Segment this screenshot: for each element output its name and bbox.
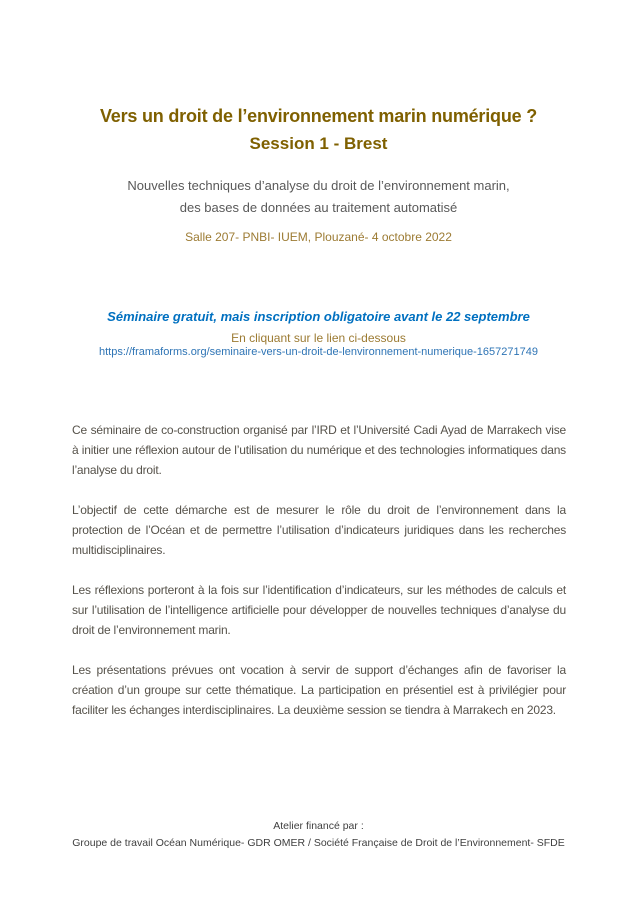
- seminar-subtitle-line2: des bases de données au traitement automatisé: [179, 200, 458, 215]
- paragraph-1: Ce séminaire de co-construction organisé par l’IRD et l’Université Cadi Ayad de Marrakech vise à initier une réflexion autour de l’utilisation du numérique et des technologies informatiques dans l’analyse du droit.: [72, 423, 566, 477]
- paragraph-4: Les présentations prévues ont vocation à servir de support d’échanges afin de favoriser la création d’un groupe sur cette thématique. La participation en présentiel est à privilégier pour faciliter les échanges interdisciplinaires. La deuxième session se tiendra à Marrakech en 2023.: [72, 663, 566, 717]
- registration-link-row: [0, 346, 637, 358]
- session-subtitle: Session 1 - Brest: [249, 134, 388, 153]
- venue-date: Salle 207- PNBI- IUEM, Plouzané- 4 octobre 2022: [185, 230, 452, 244]
- registration-link[interactable]: https://framaforms.org/seminaire-vers-un-droit-de-lenvironnement-numerique-1657271749: [99, 346, 538, 358]
- paragraph-3: Les réflexions porteront à la fois sur l’identification d’indicateurs, sur les méthodes de calculs et sur l’utilisation de l’intelligence artificielle pour développer de nouvelles techniques d’analyse du droit de l’environnement marin.: [72, 583, 566, 637]
- registration-notice: Séminaire gratuit, mais inscription obligatoire avant le 22 septembre: [107, 309, 530, 324]
- page-title: Vers un droit de l’environnement marin numérique ?: [99, 106, 538, 126]
- body-text: [72, 420, 566, 740]
- funding-label: Atelier financé par :: [273, 820, 364, 832]
- paragraph-2: L’objectif de cette démarche est de mesurer le rôle du droit de l’environnement dans la protection de l’Océan et de permettre l’utilisation d’indicateurs juridiques dans les recherches multidisciplinaires.: [72, 503, 566, 557]
- registration-instruction: En cliquant sur le lien ci-dessous: [231, 331, 406, 345]
- funding-organizations: Groupe de travail Océan Numérique- GDR OMER / Société Française de Droit de l’Environnement- SFDE: [72, 837, 565, 849]
- seminar-subtitle-line1: Nouvelles techniques d’analyse du droit de l’environnement marin,: [127, 178, 510, 193]
